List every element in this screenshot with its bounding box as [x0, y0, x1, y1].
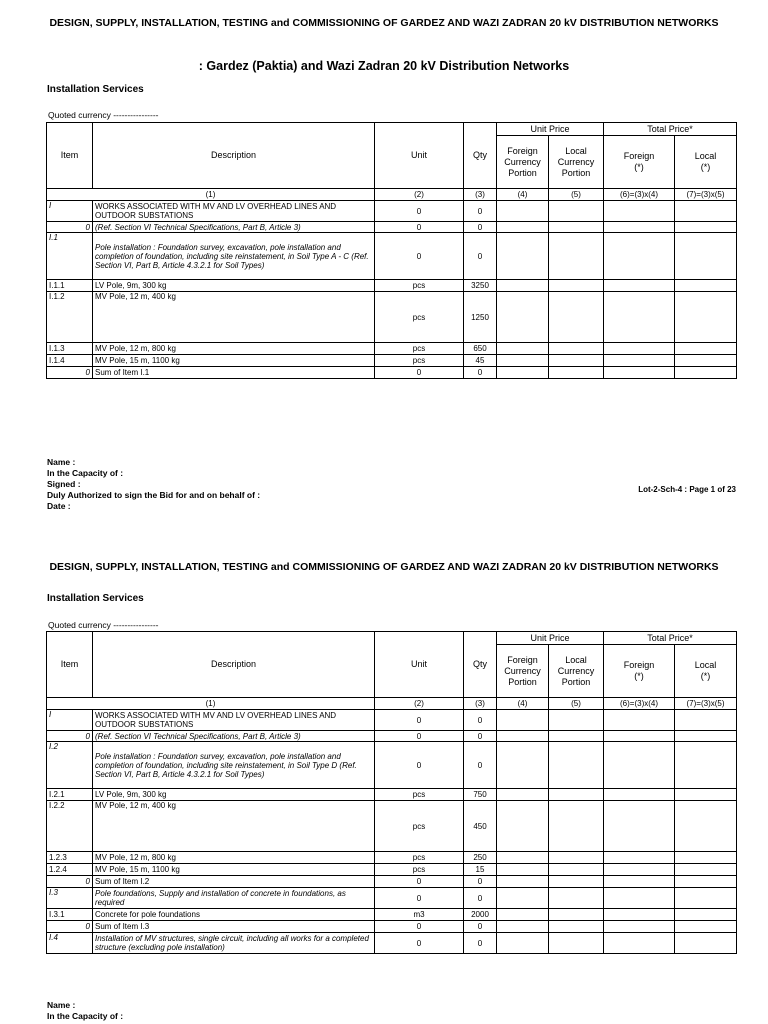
page2-title: DESIGN, SUPPLY, INSTALLATION, TESTING and COMMISSIONING OF GARDEZ AND WAZI ZADRAN 20 kV DISTRIBUTION NETWORKS: [49, 561, 719, 573]
col-number: (4): [497, 189, 549, 201]
capacity-label: In the Capacity of :: [47, 468, 124, 478]
local-total-header: Local (*): [675, 645, 737, 698]
total-price-header: Total Price*: [604, 632, 737, 645]
table-row: 1.2.3 MV Pole, 12 m, 800 kg pcs 250: [47, 852, 737, 864]
local-portion-header: Local Currency Portion: [549, 645, 604, 698]
authorized-label: Duly Authorized to sign the Bid for and on behalf of :: [47, 490, 261, 500]
unit-price-header: Unit Price: [497, 632, 604, 645]
col-number: (3): [464, 698, 497, 710]
table-row: I.1.1 LV Pole, 9m, 300 kg pcs 3250: [47, 280, 737, 292]
page1-subtitle: : Gardez (Paktia) and Wazi Zadran 20 kV Distribution Networks: [198, 59, 570, 73]
col-number: (1): [47, 698, 375, 710]
col-number: (5): [549, 189, 604, 201]
col-number: (3): [464, 189, 497, 201]
local-total-header: Local (*): [675, 136, 737, 189]
table-row: 0 (Ref. Section VI Technical Specifications, Part B, Article 3) 0 0: [47, 731, 737, 742]
capacity-label: In the Capacity of :: [47, 1011, 124, 1021]
total-price-header: Total Price*: [604, 123, 737, 136]
page2-price-table: [46, 631, 737, 954]
col-description-header: Description: [93, 123, 375, 189]
local-portion-header: Local Currency Portion: [549, 136, 604, 189]
table-row: I.2.2 MV Pole, 12 m, 400 kg pcs 450: [47, 801, 737, 852]
col-number: (2): [375, 698, 464, 710]
foreign-portion-header: Foreign Currency Portion: [497, 645, 549, 698]
table-row: I.4 Installation of MV structures, single circuit, including all works for a completed structure (excluding pole installation) 0 0: [47, 933, 737, 954]
date-label: Date :: [47, 501, 71, 511]
page1-title: DESIGN, SUPPLY, INSTALLATION, TESTING and COMMISSIONING OF GARDEZ AND WAZI ZADRAN 20 kV DISTRIBUTION NETWORKS: [49, 17, 719, 29]
table-row: I.1.2 MV Pole, 12 m, 400 kg pcs 1250: [47, 292, 737, 343]
col-qty-header: Qty: [464, 632, 497, 698]
col-number: (6)=(3)x(4): [604, 698, 675, 710]
col-number: (1): [47, 189, 375, 201]
unit-price-header: Unit Price: [497, 123, 604, 136]
table-row: I.1.4 MV Pole, 15 m, 1100 kg pcs 45: [47, 355, 737, 367]
table-row: 1.2.4 MV Pole, 15 m, 1100 kg pcs 15: [47, 864, 737, 876]
col-number: (2): [375, 189, 464, 201]
table-row: 0 Sum of Item I.3 0 0: [47, 921, 737, 933]
table-row: I.2.1 LV Pole, 9m, 300 kg pcs 750: [47, 789, 737, 801]
col-unit-header: Unit: [375, 632, 464, 698]
page2-quoted-currency: Quoted currency ----------------: [48, 620, 159, 630]
name-label: Name :: [47, 1000, 76, 1010]
table-row: I.1.3 MV Pole, 12 m, 800 kg pcs 650: [47, 343, 737, 355]
col-item-header: Item: [47, 123, 93, 189]
foreign-total-header: Foreign (*): [604, 645, 675, 698]
table-row: I WORKS ASSOCIATED WITH MV AND LV OVERHEAD LINES AND OUTDOOR SUBSTATIONS 0 0: [47, 201, 737, 222]
page1-signature-block: [47, 457, 260, 512]
foreign-portion-header: Foreign Currency Portion: [497, 136, 549, 189]
page1-quoted-currency: Quoted currency ----------------: [48, 110, 159, 120]
table-row: I.2 Pole installation : Foundation survey, excavation, pole installation and completion of foundation, including site reinstatement, in Soil Type D (Ref. Section VI, Part B, Article 4.3.2.1 for Soil Types) 0 0: [47, 742, 737, 789]
col-number: (6)=(3)x(4): [604, 189, 675, 201]
col-number: (4): [497, 698, 549, 710]
page1-price-table: [46, 122, 737, 379]
col-number: (7)=(3)x(5): [675, 189, 737, 201]
col-number: (7)=(3)x(5): [675, 698, 737, 710]
col-number: (5): [549, 698, 604, 710]
page2-signature-block: [47, 1000, 123, 1022]
page2-section-heading: Installation Services: [47, 593, 144, 604]
col-description-header: Description: [93, 632, 375, 698]
signed-label: Signed :: [47, 479, 81, 489]
table-row: 0 Sum of Item I.2 0 0: [47, 876, 737, 888]
table-row: 0 (Ref. Section VI Technical Specifications, Part B, Article 3) 0 0: [47, 222, 737, 233]
table-row: I.3.1 Concrete for pole foundations m3 2000: [47, 909, 737, 921]
col-item-header: Item: [47, 632, 93, 698]
page1-section-heading: Installation Services: [47, 84, 144, 95]
table-row: I.1 Pole installation : Foundation survey, excavation, pole installation and completion of foundation, including site reinstatement, in Soil Type A - C (Ref. Section VI, Part B, Article 4.3.2.1 for Soil Types) 0 0: [47, 233, 737, 280]
page-number: Lot-2-Sch-4 : Page 1 of 23: [638, 485, 736, 494]
name-label: Name :: [47, 457, 76, 467]
table-row: I WORKS ASSOCIATED WITH MV AND LV OVERHEAD LINES AND OUTDOOR SUBSTATIONS 0 0: [47, 710, 737, 731]
table-row: 0 Sum of Item I.1 0 0: [47, 367, 737, 379]
table-row: I.3 Pole foundations, Supply and installation of concrete in foundations, as required 0 0: [47, 888, 737, 909]
col-unit-header: Unit: [375, 123, 464, 189]
foreign-total-header: Foreign (*): [604, 136, 675, 189]
col-qty-header: Qty: [464, 123, 497, 189]
